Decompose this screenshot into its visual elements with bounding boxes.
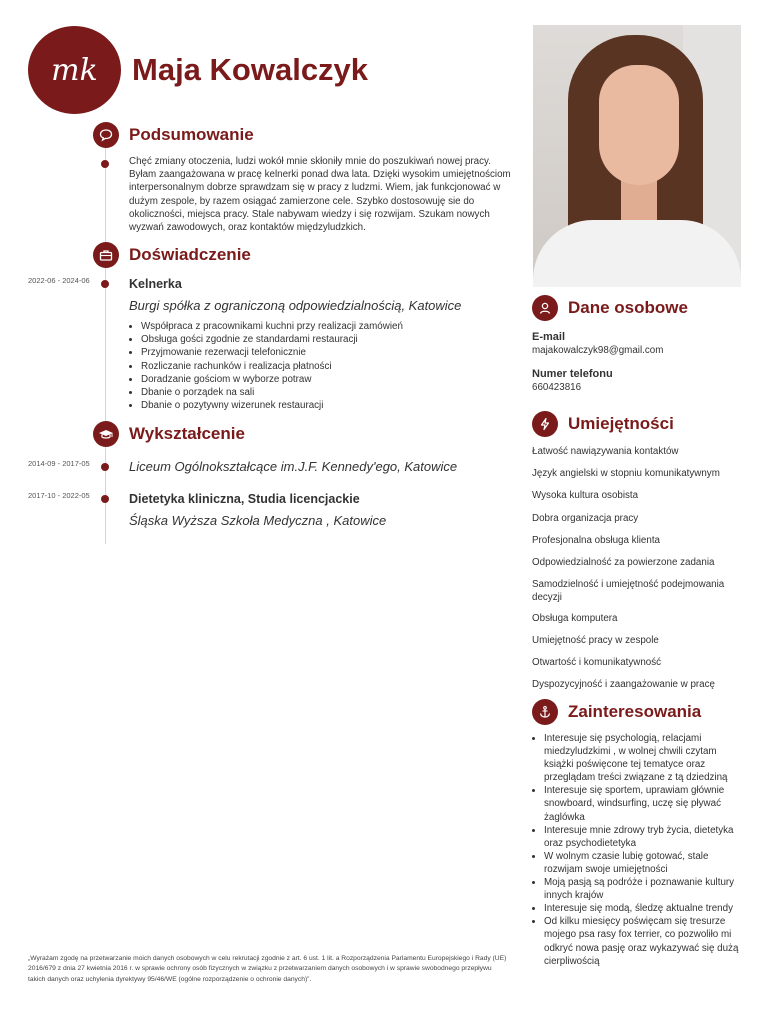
- list-item: • Od kilku miesięcy poświęcam się tresurze mojego psa rasy fox terrier, co pozwoliło mi odkryć nowa pasję oraz wykazywać się dużą cierpliwością: [544, 915, 744, 967]
- job-company: Burgi spółka z ograniczoną odpowiedzialnością, Katowice: [129, 298, 462, 313]
- skill-item: Dyspozycyjność i zaangażowanie w pracę: [532, 679, 715, 690]
- skill-item: Łatwość nawiązywania kontaktów: [532, 446, 679, 457]
- profile-photo: [533, 25, 741, 287]
- lightning-icon: [532, 411, 558, 437]
- list-item: • Dbanie o pozytywny wizerunek restauracji: [141, 399, 511, 412]
- graduation-cap-icon: [93, 421, 119, 447]
- list-item: • Interesuje mnie zdrowy tryb życia, dietetyka oraz psychodietetyka: [544, 824, 744, 850]
- skill-item: Otwartość i komunikatywność: [532, 657, 662, 668]
- education-title: Wykształcenie: [129, 424, 245, 443]
- education-school: Liceum Ogólnokształcące im.J.F. Kennedy'ego, Katowice: [129, 459, 458, 474]
- experience-title: Doświadczenie: [129, 245, 251, 264]
- list-item: • Interesuje się psychologią, relacjami miedzyludzkimi , w wolnej chwili czytam książki poświęcone tej tematyce oraz przeglądam treści związane z tą dziedziną: [544, 732, 744, 784]
- skill-item: Umiejętność pracy w zespole: [532, 635, 659, 646]
- monogram-text: mk: [51, 52, 98, 88]
- email-value[interactable]: majakowalczyk98@gmail.com: [532, 345, 664, 356]
- skill-item: Dobra organizacja pracy: [532, 513, 639, 524]
- list-item: • Współpraca z pracownikami kuchni przy realizacji zamówień: [141, 320, 511, 333]
- list-item: • Moją pasją są podróże i poznawanie kultury innych krajów: [544, 876, 744, 902]
- timeline-dot: [101, 495, 109, 503]
- person-icon: [532, 295, 558, 321]
- education-dates: 2014-09 - 2017-05: [28, 459, 90, 468]
- email-label: E-mail: [532, 331, 566, 343]
- interests-title: Zainteresowania: [568, 702, 702, 721]
- education-degree: Dietetyka kliniczna, Studia licencjackie: [129, 492, 360, 506]
- skill-item: Język angielski w stopniu komunikatywnym: [532, 468, 720, 479]
- interests-list: [544, 732, 744, 968]
- personal-title: Dane osobowe: [568, 298, 688, 317]
- skill-item: Wysoka kultura osobista: [532, 490, 639, 501]
- phone-value[interactable]: 660423816: [532, 382, 582, 393]
- summary-text: Chęć zmiany otoczenia, ludzi wokół mnie skłoniły mnie do poszukiwań nowej pracy. Byłam zaangażowana w pracę kelnerki ponad dwa lata. Dzięki wysokim umiejętnościom interpersonalnym dobrze sprawdzam się w pracy z ludzmi. Wiem, jak funkcjonować w dużym zespole, by razem osiągać zamierzone cele. Szybko dostosowuję sie do okoliczności, miejsca pracy. Stale nabywam wiedzy i się rozwijam. Szukam nowych wyzwań zawodowych, oraz kontaktów międzyludzkich.: [129, 156, 511, 234]
- job-dates: 2022-06 - 2024-06: [28, 276, 90, 285]
- list-item: • W wolnym czasie lubię gotować, stale rozwijam swoje umiejętności: [544, 850, 744, 876]
- skill-item: Profesjonalna obsługa klienta: [532, 535, 660, 546]
- list-item: • Interesuje się modą, śledzę aktualne trendy: [544, 902, 744, 915]
- job-title: Kelnerka: [129, 277, 182, 291]
- list-item: • Rozliczanie rachunków i realizacja płatności: [141, 360, 511, 373]
- speech-bubble-icon: [93, 122, 119, 148]
- list-item: • Doradzanie gościom w wyborze potraw: [141, 373, 511, 386]
- list-item: • Dbanie o porządek na sali: [141, 386, 511, 399]
- candidate-name: Maja Kowalczyk: [132, 52, 369, 87]
- list-item: • Interesuje się sportem, uprawiam głównie snowboard, windsurfing, uczę się pływać żaglówka: [544, 784, 744, 823]
- gdpr-consent-clause: „Wyrażam zgodę na przetwarzanie moich danych osobowych w celu rekrutacji zgodnie z art. 6 ust. 1 lit. a Rozporządzenia Parlamentu Europejskiego i Rady (UE) 2016/679 z dnia 27 kwietnia 2016 r. w sprawie ochrony osób fizycznych w związku z przetwarzaniem danych osobowych i w sprawie swobodnego przepływu takich danych oraz uchylenia dyrektywy 95/46/WE (ogólne rozporządzenie o ochronie danych)”.: [28, 955, 507, 983]
- monogram-badge: [28, 26, 121, 114]
- skills-title: Umiejętności: [568, 414, 674, 433]
- timeline-dot: [101, 463, 109, 471]
- anchor-icon: [532, 699, 558, 725]
- job-duties-list: [141, 320, 511, 412]
- skill-item: Obsługa komputera: [532, 613, 618, 624]
- briefcase-icon: [93, 242, 119, 268]
- education-dates: 2017-10 - 2022-05: [28, 491, 90, 500]
- skill-item: Odpowiedzialność za powierzone zadania: [532, 557, 715, 568]
- timeline-dot: [101, 160, 109, 168]
- list-item: • Obsługa gości zgodnie ze standardami restauracji: [141, 333, 511, 346]
- skill-item: Samodzielność i umiejętność podejmowania decyzji: [532, 579, 725, 603]
- timeline-line: [105, 138, 106, 544]
- education-school: Śląska Wyższa Szkoła Medyczna , Katowice: [129, 513, 387, 528]
- summary-title: Podsumowanie: [129, 125, 254, 144]
- list-item: • Przyjmowanie rezerwacji telefonicznie: [141, 346, 511, 359]
- timeline-dot: [101, 280, 109, 288]
- phone-label: Numer telefonu: [532, 368, 613, 380]
